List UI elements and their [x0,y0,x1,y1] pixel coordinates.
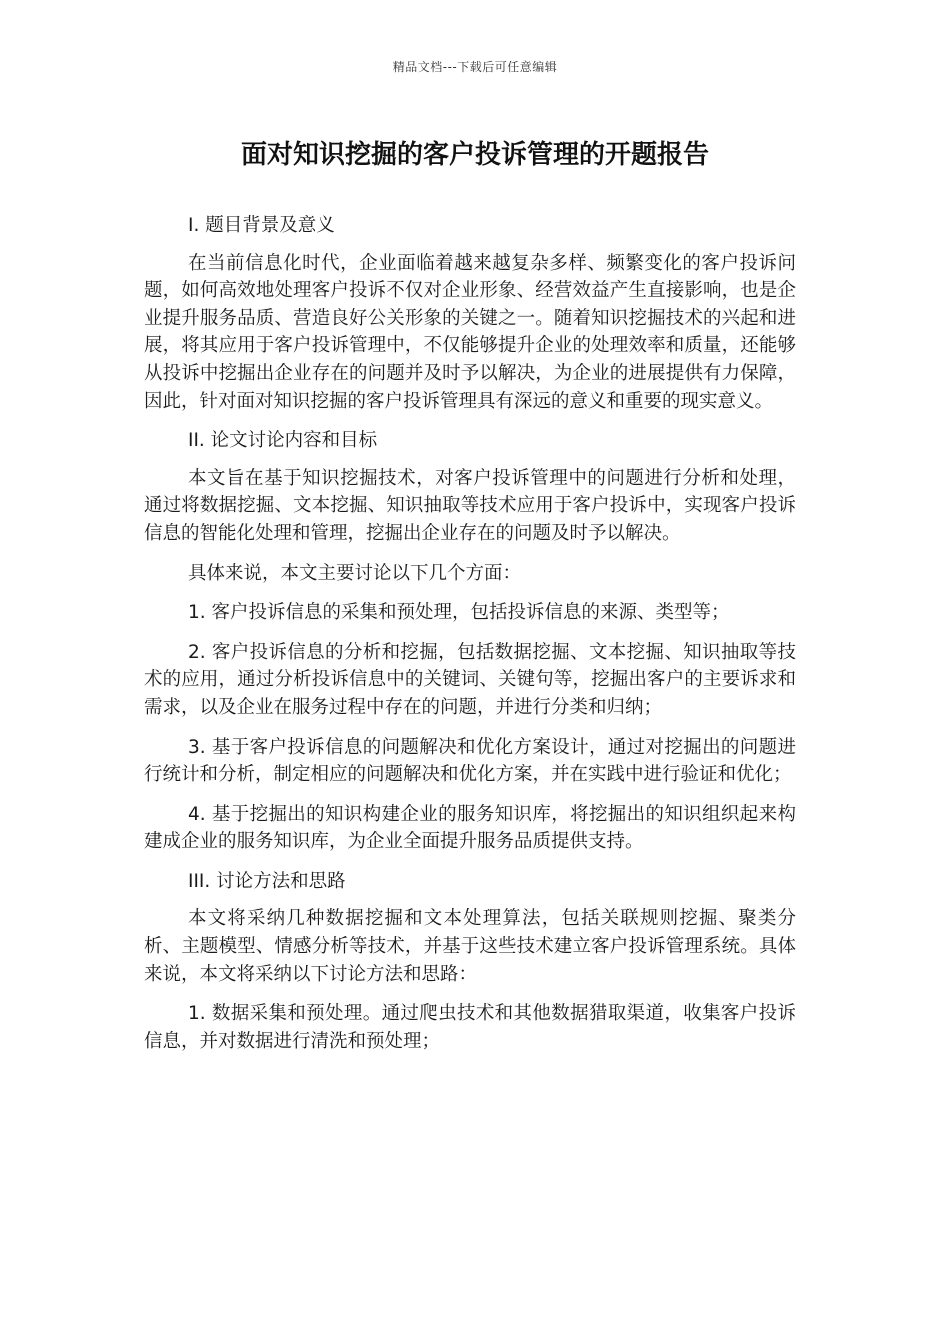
document-title: 面对知识挖掘的客户投诉管理的开题报告 [240,140,709,170]
paragraph-research-goal: 本文旨在基于知识挖掘技术，对客户投诉管理中的问题进行分析和处理，通过将数据挖掘、文本挖掘、知识抽取等技术应用于客户投诉中，实现客户投诉信息的智能化处理和管理，挖掘出企业存在的问题及时予以解决。 [144,467,796,544]
paragraph-background: 在当前信息化时代，企业面临着越来越复杂多样、频繁变化的客户投诉问题，如何高效地处理客户投诉不仅对企业形象、经营效益产生直接影响，也是企业提升服务品质、营造良好公关形象的关键之一。随着知识挖掘技术的兴起和进展，将其应用于客户投诉管理中，不仅能够提升企业的处理效率和质量，还能够从投诉中挖掘出企业存在的问题并及时予以解决，为企业的进展提供有力保障，因此，针对面对知识挖掘的客户投诉管理具有深远的意义和重要的现实意义。 [144,252,796,412]
list-item-method-1: 1. 数据采集和预处理。通过爬虫技术和其他数据猎取渠道，收集客户投诉信息，并对数据进行清洗和预处理； [144,1003,796,1052]
section-heading-2: II. 论文讨论内容和目标 [188,430,378,452]
list-item-aspect-4: 4. 基于挖掘出的知识构建企业的服务知识库，将挖掘出的知识组织起来构建成企业的服务知识库，为企业全面提升服务品质提供支持。 [144,803,796,853]
paragraph-aspects-intro: 具体来说，本文主要讨论以下几个方面： [188,562,522,584]
document-body [144,212,796,1067]
list-item-aspect-1: 1. 客户投诉信息的采集和预处理，包括投诉信息的来源、类型等； [188,602,730,624]
section-heading-1: I. 题目背景及意义 [188,215,335,236]
list-item-aspect-3: 3. 基于客户投诉信息的问题解决和优化方案设计，通过对挖掘出的问题进行统计和分析，制定相应的问题解决和优化方案，并在实践中进行验证和优化； [144,736,796,786]
section-heading-3: III. 讨论方法和思路 [188,870,346,892]
paragraph-methods: 本文将采纳几种数据挖掘和文本处理算法，包括关联规则挖掘、聚类分析、主题模型、情感分析等技术，并基于这些技术建立客户投诉管理系统。具体来说，本文将采纳以下讨论方法和思路： [144,908,796,985]
list-item-aspect-2: 2. 客户投诉信息的分析和挖掘，包括数据挖掘、文本挖掘、知识抽取等技术的应用，通过分析投诉信息中的关键词、关键句等，挖掘出客户的主要诉求和需求，以及企业在服务过程中存在的问题，并进行分类和归纳； [144,641,796,718]
page-header-note: 精品文档---下载后可任意编辑 [392,60,558,74]
